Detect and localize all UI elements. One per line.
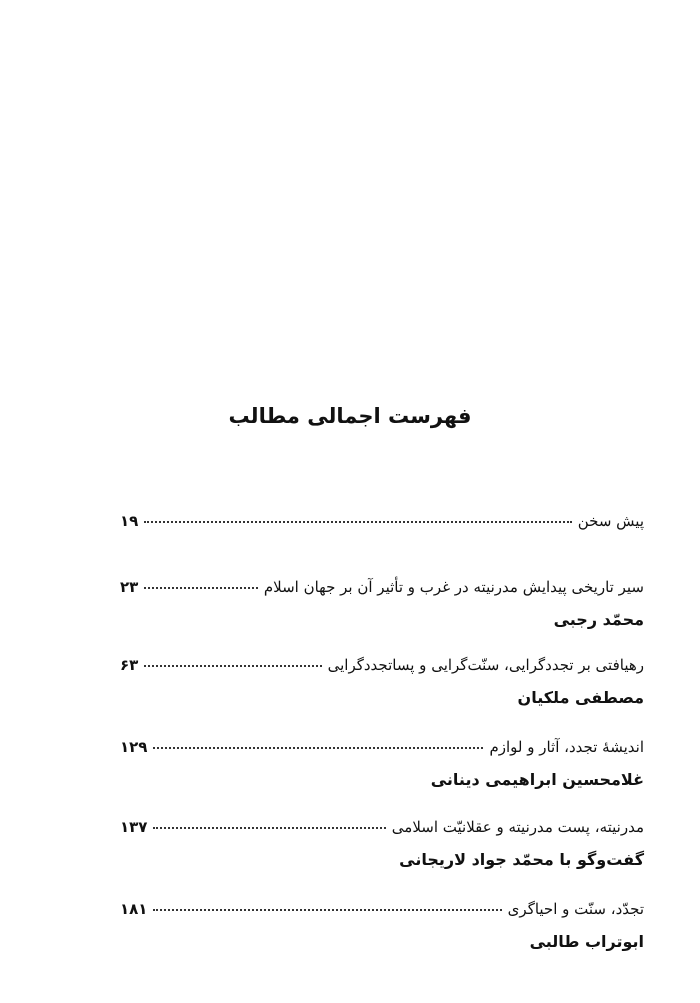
toc-page-number: ۱۲۹ [120, 738, 148, 756]
dot-leader [153, 909, 501, 911]
dot-leader [153, 827, 385, 829]
toc-entry[interactable] [120, 578, 644, 629]
toc-entry[interactable] [120, 656, 644, 707]
dot-leader [144, 665, 321, 667]
toc-entry[interactable] [120, 738, 644, 789]
toc-page-number: ۶۳ [120, 656, 139, 674]
toc-entry-title: رهیافتی بر تجددگرایی، سنّت‌گرایی و پساتجددگرایی [327, 656, 644, 674]
toc-entry[interactable] [120, 900, 644, 951]
dot-leader [153, 747, 483, 749]
toc-entry-line [120, 818, 644, 846]
dot-leader [144, 521, 571, 523]
toc-page-number: ۱۹ [120, 512, 139, 530]
toc-page-number: ۲۳ [120, 578, 139, 596]
toc-entry-author: گفت‌وگو با محمّد جواد لاریجانی [399, 850, 644, 869]
toc-entry-author: محمّد رجبی [553, 610, 644, 629]
toc-entry-line [120, 900, 644, 928]
toc-entry-author: ابوتراب طالبی [529, 932, 644, 951]
toc-entry-title: مدرنیته، پست مدرنیته و عقلانیّت اسلامی [391, 818, 644, 836]
toc-entry-author: مصطفی ملکیان [517, 688, 644, 707]
toc-entry-title: اندیشهٔ تجدد، آثار و لوازم [489, 738, 644, 756]
toc-title: فهرست اجمالی مطالب [228, 404, 472, 428]
toc-entry[interactable] [120, 818, 644, 869]
toc-entry-line [120, 656, 644, 684]
toc-entry-title: تجدّد، سنّت و احیاگری [507, 900, 644, 918]
toc-entry[interactable] [120, 512, 644, 540]
toc-entry-line [120, 738, 644, 766]
dot-leader [144, 587, 258, 589]
toc-page-number: ۱۸۱ [120, 900, 148, 918]
toc-entry-line [120, 578, 644, 606]
toc-entry-line [120, 512, 644, 540]
toc-entry-author: غلامحسین ابراهیمی دینانی [430, 770, 644, 789]
toc-entry-title: پیش سخن [577, 512, 644, 530]
toc-page-number: ۱۳۷ [120, 818, 148, 836]
toc-entry-title: سیر تاریخی پیدایش مدرنیته در غرب و تأثیر آن بر جهان اسلام [263, 578, 644, 596]
